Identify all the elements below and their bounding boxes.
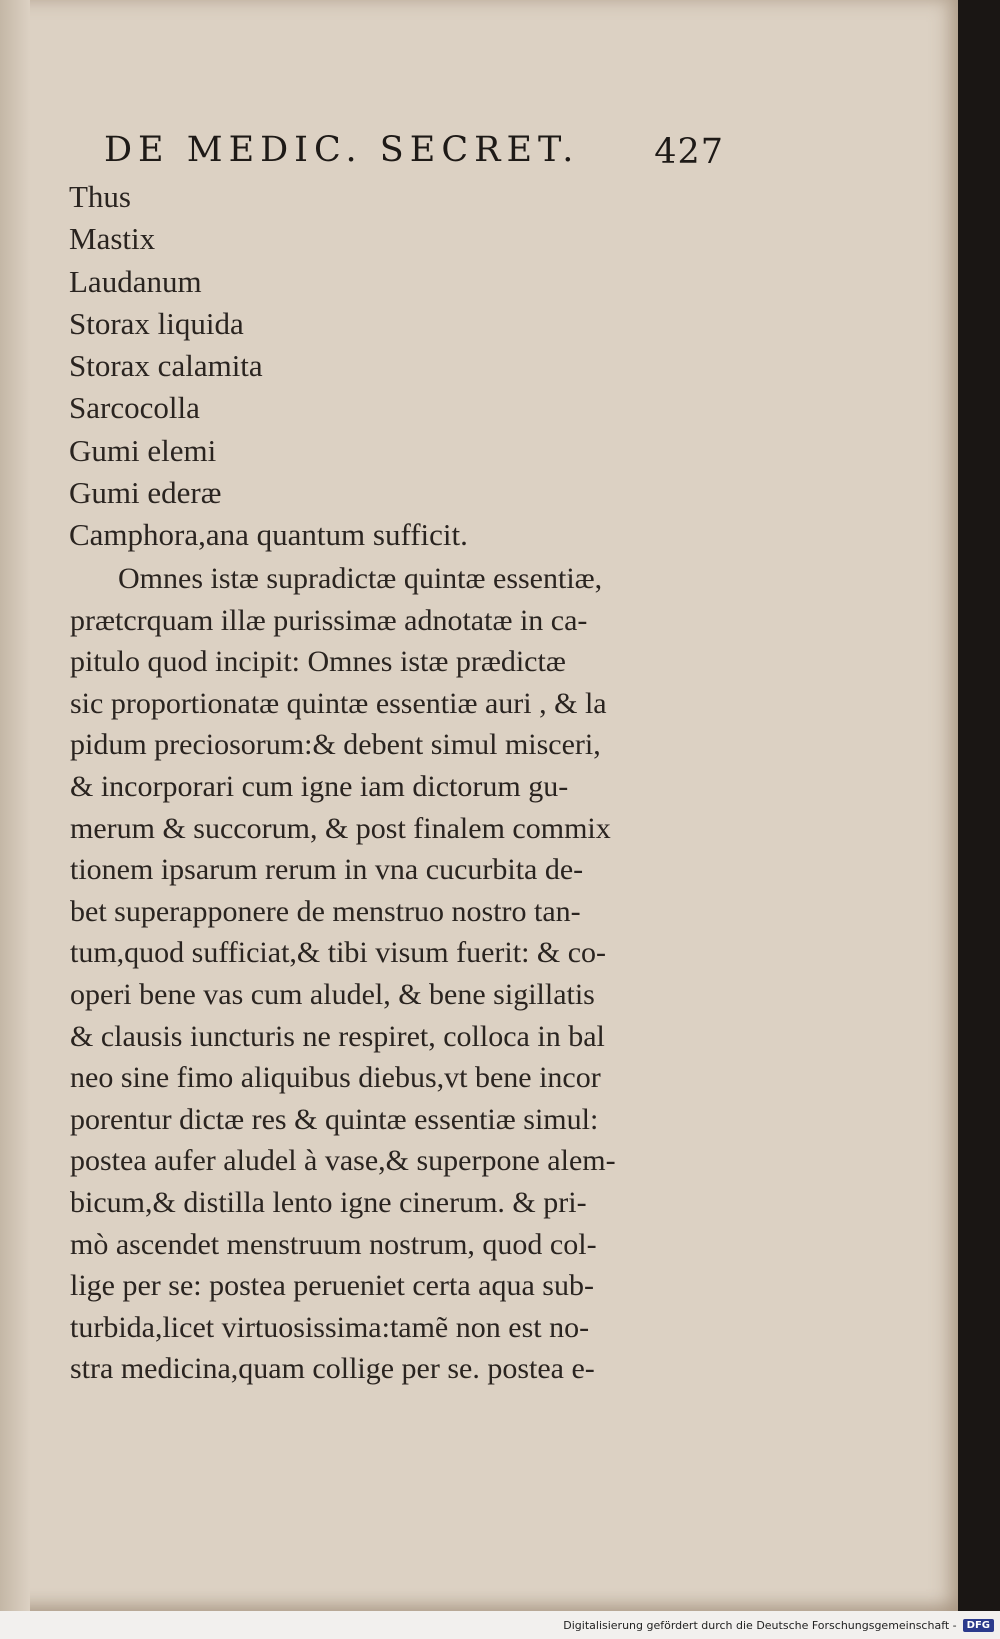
text-line: tum,quod sufficiat,& tibi visum fuerit: & co- [70,936,607,970]
ingredient-item: Gumi elemi [69,432,217,468]
text-line: tionem ipsarum rerum in vna cucurbita de- [70,853,584,887]
ingredient-item: Camphora,ana quantum sufficit. [69,517,468,553]
ingredient-item: Storax calamita [69,348,263,384]
text-line: operi bene vas cum aludel, & bene sigillatis [70,977,595,1011]
digitization-credit [563,1613,994,1637]
text-line: & clausis iuncturis ne respiret, colloca in bal [70,1019,605,1053]
running-head [104,130,724,174]
running-head-title: DE MEDIC. SECRET. [104,130,580,170]
text-line: lige per se: postea perueniet certa aqua sub- [70,1269,594,1303]
body-paragraph [70,558,730,1390]
ingredient-item: Sarcocolla [69,390,200,426]
page-number: 427 [654,132,724,172]
text-line: stra medicina,quam collige per se. postea e- [70,1352,595,1386]
text-line: turbida,licet virtuosissima:tamẽ non est no- [70,1310,590,1344]
text-line: sic proportionatæ quintæ essentiæ auri , & la [70,686,607,720]
ingredient-item: Storax liquida [69,305,244,341]
text-line: prætcrquam illæ purissimæ adnotatæ in ca- [70,603,588,637]
text-line: pidum preciosorum:& debent simul misceri, [70,728,601,762]
text-line: bet superapponere de menstruo nostro tan- [70,894,581,928]
text-line: merum & succorum, & post finalem commix [70,811,611,845]
ingredient-list [69,176,709,557]
text-line: & incorporari cum igne iam dictorum gu- [70,769,569,803]
ingredient-item: Mastix [69,221,156,257]
scan-background-edge [958,0,1000,1639]
text-line: bicum,& distilla lento igne cinerum. & pri- [70,1185,587,1219]
ingredient-item: Laudanum [69,263,202,299]
text-line: pitulo quod incipit: Omnes istæ prædictæ [70,645,566,679]
credit-text: Digitalisierung gefördert durch die Deutsche Forschungsgemeinschaft - [563,1618,957,1632]
ingredient-item: Gumi ederæ [69,475,222,511]
page-gutter [0,0,30,1611]
text-line: Omnes istæ supradictæ quintæ essentiæ, [118,562,603,595]
ingredient-item: Thus [69,179,131,214]
text-line: mò ascendet menstruum nostrum, quod col- [70,1227,597,1261]
dfg-logo: DFG [963,1619,994,1632]
text-line: postea aufer aludel à vase,& superpone alem- [70,1144,616,1178]
text-line: neo sine fimo aliquibus diebus,vt bene incor [70,1061,601,1095]
text-line: porentur dictæ res & quintæ essentiæ simul: [70,1102,599,1136]
